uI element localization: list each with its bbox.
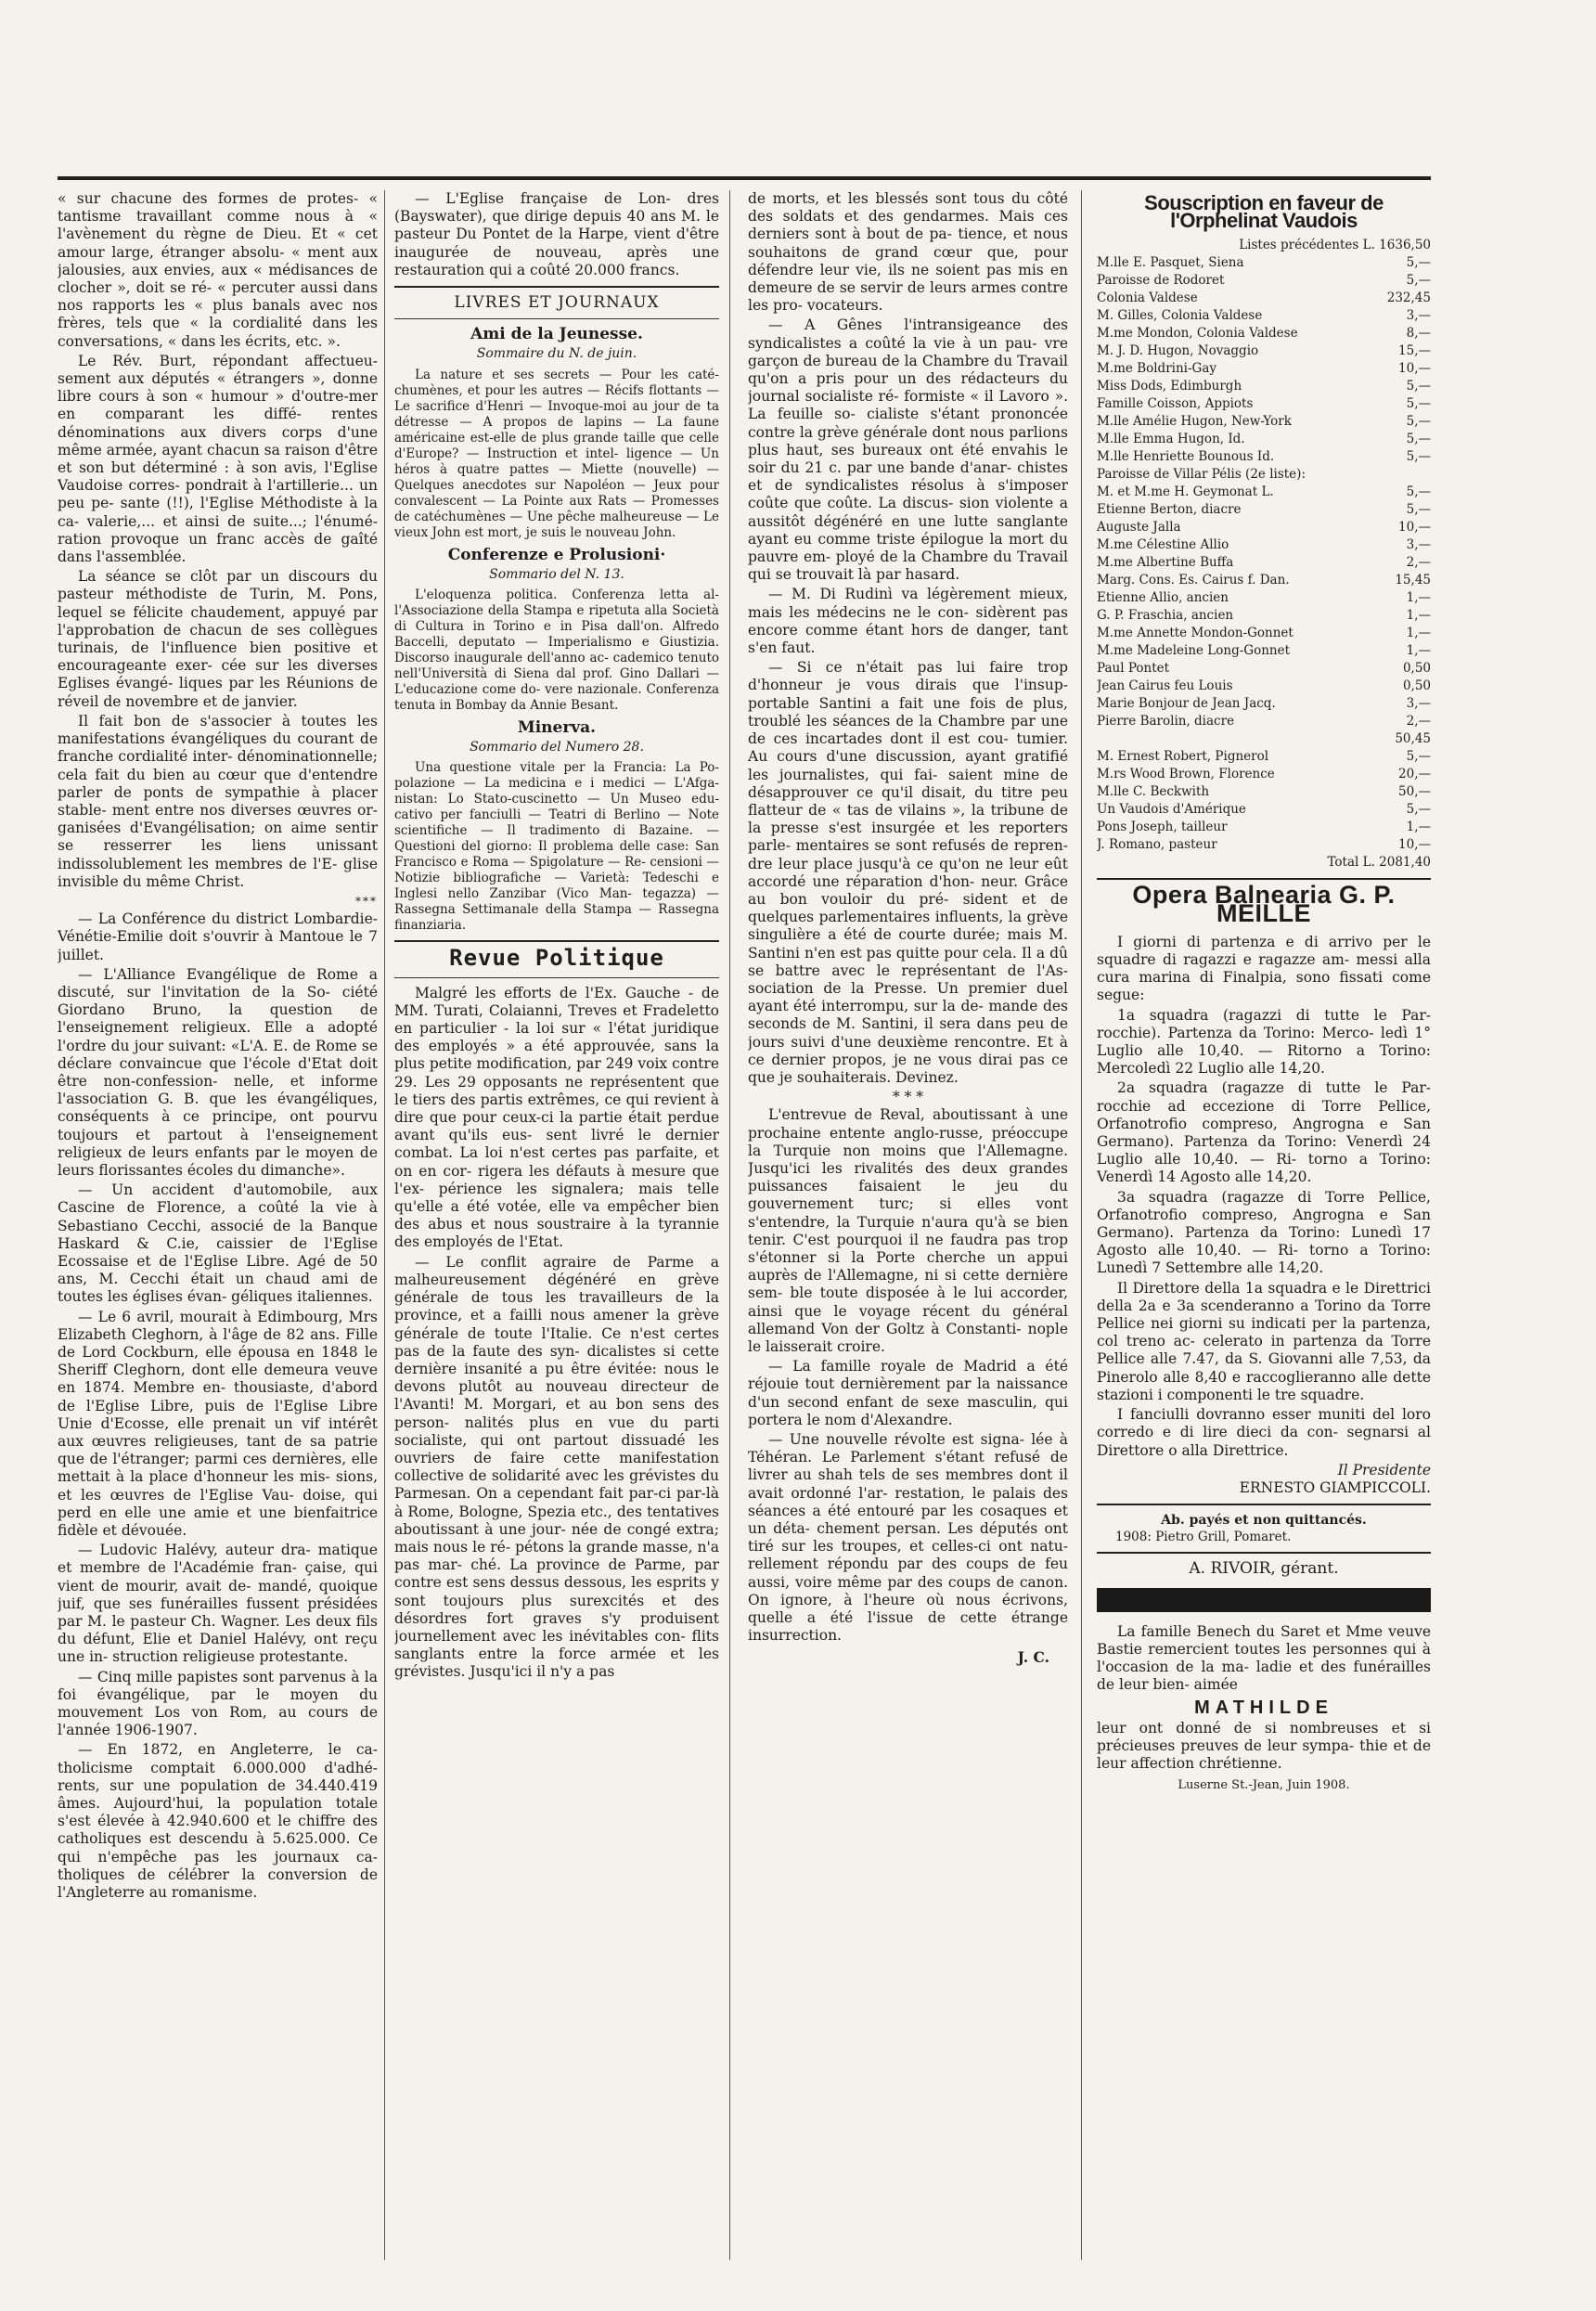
donation-amount: 1,— xyxy=(1406,626,1431,641)
total: Total L. 2081,40 xyxy=(1327,855,1431,871)
list-row xyxy=(1097,713,1431,730)
column-2 xyxy=(394,190,719,2260)
donor-name: M.lle Amélie Hugon, New-York xyxy=(1097,414,1292,430)
list-row xyxy=(1097,695,1431,713)
list-row xyxy=(1097,254,1431,272)
donor-name: Marie Bonjour de Jean Jacq. xyxy=(1097,696,1276,712)
divider xyxy=(394,940,719,942)
list-row xyxy=(1097,660,1431,678)
section-stars: *** xyxy=(355,894,378,908)
divider xyxy=(1097,1552,1431,1554)
column-divider xyxy=(384,190,385,2260)
paragraph: — Le conflit agraire de Parme a malheureusement dégénéré en grève générale de tous les travailleurs de la province, et a failli nous amener la grève générale de toute l'Italie. Ce n'est certes pas de la faute des syn- dicalistes si cette dernière insanité a pu être évitée: nous le devons plutôt au nouveau directeur de l'Avanti! M. Morgari, et au bon sens des person- nalités plus en vue du parti socialiste, qui ont partout dissuadé les ouvriers de faire cette manifestation collective de solidarité avec les grévistes du Parmesan. On a cependant fait par-ci par-là à Rome, Bologne, Spezia etc., des tentatives aboutissant à une jour- née de congé extra; mais nous le ré- pétons la grande masse, n'a pas mar- ché. La province de Parme, par contre est sens dessus dessous, les esprits y sont toujours plus surexcités et des désordres fort graves s'y produisent journellement avec les inévitables con- flits sanglants entre la force armée et les grévistes. Jusqu'ici il n'y a pas xyxy=(394,1253,719,1681)
divider xyxy=(394,977,719,978)
column-3 xyxy=(748,190,1068,2260)
paragraph: Le Rév. Burt, répondant affectueu- sement aux députés « étrangers », donne libre cours à son « humour » d'outre-mer en comparant les diffé- rentes dénominations aux divers corps d'une même armée, ayant chacun sa raison d'être et son but déterminé : à son avis, l'Eglise Vaudoise corres- pondrait à l'artillerie... un peu pe- sante (!!), l'Eglise Méthodiste à la ca- valerie,... et ainsi de suite...; l'énumé- ration provoque un franc accès de gaîté dans l'assemblée. xyxy=(58,352,378,566)
subscription-list xyxy=(1097,254,1431,466)
donation-amount: 10,— xyxy=(1398,361,1431,377)
donation-amount: 1,— xyxy=(1406,608,1431,624)
donor-name: Pons Joseph, tailleur xyxy=(1097,820,1228,835)
donation-amount: 10,— xyxy=(1398,520,1431,536)
list-row xyxy=(1097,801,1431,819)
donor-name: M.rs Wood Brown, Florence xyxy=(1097,767,1275,782)
donation-amount: 5,— xyxy=(1406,484,1431,500)
paragraph: L'entrevue de Reval, aboutissant à une prochaine entente anglo-russe, préoccupe la Turquie non moins que l'Allemagne. Jusqu'ici les rivalités des deux grandes puissances faisaient le jeu du gouvernement turc; si elles vont s'entendre, la Turquie n'aura qu'à se bien tenir. C'est pourquoi il ne faudra pas trop s'étonner si la Porte cherche un appui auprès de l'Allemagne, ni si cette dernière sem- ble toute disposée à le lui accorder, ainsi que le voyage récent du général allemand Von der Goltz à Constanti- nople le laisserait croire. xyxy=(748,1106,1068,1355)
donor-name: Pierre Barolin, diacre xyxy=(1097,714,1235,729)
review-subtitle: Sommaire du N. de juin. xyxy=(476,346,637,362)
president-name: ERNESTO GIAMPICCOLI. xyxy=(1239,1478,1431,1496)
donor-name: Paul Pontet xyxy=(1097,661,1170,677)
opera-title: Opera Balnearia G. P. MEILLE xyxy=(1132,881,1396,927)
donor-name: Colonia Valdese xyxy=(1097,290,1198,306)
ab-line: 1908: Pietro Grill, Pomaret. xyxy=(1115,1530,1292,1545)
news-item: — L'Eglise française de Lon- dres (Bayswater), que dirige depuis 40 ans M. le pasteur Du Pontet de la Harpe, vient d'être inaugurée de nouveau, après une restauration qui a coûté 20.000 francs. xyxy=(394,190,719,278)
donation-amount: 232,45 xyxy=(1386,290,1431,306)
news-item: — Cinq mille papistes sont parvenus à la foi évangélique, par le moyen du mouvement Los von Rom, au cours de l'année 1906-1907. xyxy=(58,1668,378,1739)
list-row xyxy=(1097,642,1431,660)
paragraph: Il Direttore della 1a squadra e le Direttrici della 2a e 3a scenderanno a Torino da Torre Pellice nei giorni su indicati per la partenza, col treno ac- celerato in partenza da Torre Pellice alle 7.47, da S. Giovanni alle 7,53, da Pinerolo alle 8,40 e raccoglieranno alle dette stazioni i componenti le tre squadre. xyxy=(1097,1279,1431,1403)
paragraph: Il fait bon de s'associer à toutes les manifestations évangéliques du courant de franche cordialité inter- dénominationnelle; cela fait du bien au cœur que d'entendre parler de ponts de sympathie à placer stable- ment entre nos diverses œuvres or- ganisées d'Evangélisation; on aime sentir se resserrer les liens unissant indissolublement les membres de l'E- glise invisible du même Christ. xyxy=(58,712,378,890)
list-row xyxy=(1097,378,1431,395)
villar-total-row xyxy=(1097,730,1431,748)
paragraph: 3a squadra (ragazze di Torre Pellice, Orfanotrofio compreso, Angrogna e San Germano). Partenza da Torino: Lunedì 17 Agosto alle 10,40. — Ri- torno a Torino: Lunedì 7 Settembre alle 14,20. xyxy=(1097,1188,1431,1277)
ab-title: Ab. payés et non quittancés. xyxy=(1161,1513,1367,1529)
donor-name: M.lle Emma Hugon, Id. xyxy=(1097,432,1245,447)
list-row xyxy=(1097,395,1431,413)
donor-name: Paroisse de Rodoret xyxy=(1097,273,1225,289)
donor-name: Etienne Allio, ancien xyxy=(1097,590,1229,606)
top-rule xyxy=(58,176,1431,180)
donation-amount: 3,— xyxy=(1406,696,1431,712)
donor-name: M.me Célestine Allio xyxy=(1097,537,1229,553)
paragraph: La famille Benech du Saret et Mme veuve Bastie remercient toutes les personnes qui à l'occasion de la ma- ladie et des funérailles de leur bien- aimée xyxy=(1097,1622,1431,1694)
paragraph: I fanciulli dovranno esser muniti del loro corredo e di lire dieci da con- segnarsi al Direttore o alla Direttrice. xyxy=(1097,1406,1431,1459)
list-row xyxy=(1097,272,1431,290)
list-row xyxy=(1097,783,1431,801)
gerant: A. RIVOIR, gérant. xyxy=(1189,1559,1339,1579)
donor-name: Un Vaudois d'Amérique xyxy=(1097,802,1246,818)
column-divider xyxy=(1081,190,1082,2260)
donor-name: M.lle C. Beckwith xyxy=(1097,784,1210,800)
donor-name: M.me Annette Mondon-Gonnet xyxy=(1097,626,1294,641)
list-row xyxy=(1097,413,1431,431)
divider xyxy=(1097,878,1431,880)
review-body: L'eloquenza politica. Conferenza letta al- l'Associazione della Stampa e ripetuta alla Società di Cultura in Torino e in Pisa dall'on. Alfredo Baccelli, deputato — Imperialismo e Giustizia. Discorso inaugurale dell'anno ac- cademico tenuto nell'Università di Siena dal prof. Gino Dallari — L'educazione come do- vere nazionale. Conferenza tenuta in Bombay da Annie Besant. xyxy=(394,587,719,714)
donation-amount: 5,— xyxy=(1406,379,1431,394)
donor-name: J. Romano, pasteur xyxy=(1097,837,1217,853)
villar-title: Paroisse de Villar Pélis (2e liste): xyxy=(1097,467,1306,483)
donor-name: M. Gilles, Colonia Valdese xyxy=(1097,308,1263,324)
donation-amount: 15,— xyxy=(1398,343,1431,359)
donor-name: M.me Mondon, Colonia Valdese xyxy=(1097,326,1298,342)
paragraph: La séance se clôt par un discours du pasteur méthodiste de Turin, M. Pons, lequel se félicite chaudement, appuyé par l'approbation de chacun de ses collègues turinais, de l'influence bien positive et encourageante exer- cée sur les diverses Eglises évangé- liques par les Réunions de réveil de novembre et de janvier. xyxy=(58,568,378,710)
author-signature: J. C. xyxy=(1017,1648,1049,1667)
paragraph: « sur chacune des formes de protes- « tantisme travaillant comme nous à « l'avènement du règne de Dieu. Et « cet amour large, étranger absolu- « ment aux jalousies, aux envies, aux « médisances de clocher », doit se ré- « percuter aussi dans nos rapports les « plus banals avec nos frères, tels que « la cordialité dans les conversations, « dans les écrits, etc. ». xyxy=(58,190,378,350)
list-row xyxy=(1097,554,1431,572)
paragraph: — Si ce n'était pas lui faire trop d'honneur je vous dirais que l'insup- portable Santini a fait une fois de plus, troublé les séances de la Chambre par une de ces incartades dont il est cou- tumier. Au cours d'une discussion, ayant gratifié les journalistes, qui fai- saient mine de désapprouver ce qu'il disait, du titre peu flatteur de « tas de vilains », la tribune de la presse s'est insurgée et les reporters parle- mentaires se sont refusés de repren- dre leur place jusqu'à ce qu'on ne leur eût accordé une réparation d'hon- neur. Grâce au bon vouloir du pré- sident et de quelques parlementaires influents, la grève singulière a été de courte durée; mais M. Santini n'en est pas quitte pour cela. Il a dû se battre avec le représentant de l'As- sociation de la Presse. Un premier duel ayant été interrompu, sur la de- mande des seconds de M. Santini, il sera dans peu de jours suivi d'une deuxième rencontre. Et à ce dernier propos, je ne vous dirai pas ce que je souhaiterais. Devinez. xyxy=(748,659,1068,1086)
list-row xyxy=(1097,625,1431,642)
donor-name: Auguste Jalla xyxy=(1097,520,1181,536)
paragraph: leur ont donné de si nombreuses et si précieuses preuves de leur sympa- thie et de leur affection chrétienne. xyxy=(1097,1719,1431,1772)
donation-amount: 0,50 xyxy=(1402,678,1431,694)
divider xyxy=(394,318,719,319)
column-4 xyxy=(1097,190,1431,2260)
donor-name: M. Ernest Robert, Pignerol xyxy=(1097,749,1269,765)
subscription-title: Souscription en faveur de l'Orphelinat Vaudois xyxy=(1144,191,1384,233)
previous-lists: Listes précédentes L. 1636,50 xyxy=(1239,238,1431,253)
paragraph: 2a squadra (ragazze di tutte le Par- rocchie ad eccezione di Torre Pellice, Orfanotrofio compreso, Angrogna e San Germano). Partenza da Torino: Venerdì 24 Luglio alle 10,40. — Ri- torno a Torino: Venerdì 14 Agosto alle 14,20. xyxy=(1097,1079,1431,1186)
section-title: Revue Politique xyxy=(449,945,664,972)
donation-amount: 5,— xyxy=(1406,255,1431,271)
news-item: — En 1872, en Angleterre, le ca- tholicisme comptait 6.000.000 d'adhé- rents, sur une population de 34.440.419 âmes. Aujourd'hui, la population totale s'est élevée à 42.940.600 et le chiffre des catholiques est descendu à 5.625.000. Ce qui n'empêche pas les journaux ca- tholiques de célébrer la conversion de l'Angleterre au romanisme. xyxy=(58,1741,378,1902)
review-body: La nature et ses secrets — Pour les caté- chumènes, et pour les autres — Récifs flottants — Le sacrifice d'Henri — Invoque-moi au jour de ta détresse — A propos de lapins — La faune américaine est-elle de plus grande taille que celle d'Europe? — Instruction et intel- ligence — Un héros à quatre pattes — Miette (nouvelle) — Quelques anecdotes sur Napoléon — Jeux pour convalescent — La Pointe aux Rats — Promesses de catéchumènes — Une pêche malheureuse — Le vieux John est mort, je suis le nouveau John. xyxy=(394,367,719,540)
donation-amount: 3,— xyxy=(1406,537,1431,553)
donor-name: Marg. Cons. Es. Cairus f. Dan. xyxy=(1097,573,1290,588)
donation-amount: 5,— xyxy=(1406,449,1431,465)
list-row xyxy=(1097,572,1431,589)
donation-amount: 5,— xyxy=(1406,396,1431,412)
donation-amount: 1,— xyxy=(1406,590,1431,606)
list-row xyxy=(1097,836,1431,854)
review-body: Una questione vitale per la Francia: La Po- polazione — La medicina e i medici — L'Afga- nistan: Lo Stato-cuscinetto — Un Museo edu- cativo per fanciulli — Teatri di Berlino — Note scientifiche — Il tradimento di Bazaine. — Questioni del giorno: Il problema delle case: San Francisco e Roma — Spigolature — Re- censioni — Notizie bibliografiche — Varietà: Tedeschi e Inglesi nello Zanzibar (Vico Man- tegazza) — Rassegna Settimanale della Stampa — Rassegna finanziaria. xyxy=(394,760,719,934)
donation-amount: 5,— xyxy=(1406,802,1431,818)
review-title: Conferenze e Prolusioni· xyxy=(447,545,666,564)
villar-list xyxy=(1097,484,1431,730)
donation-amount: 10,— xyxy=(1398,837,1431,853)
donor-name: M.me Albertine Buffa xyxy=(1097,555,1234,571)
donation-amount: 2,— xyxy=(1406,714,1431,729)
news-item: — Un accident d'automobile, aux Cascine de Florence, a coûté la vie à Sebastiano Cecchi, associé de la Banque Haskard & C.ie, caissier de l'Eglise Ecossaise et de l'Eglise Libre. Agé de 50 ans, M. Cecchi était un chaud ami de toutes les églises évan- géliques italiennes. xyxy=(58,1181,378,1306)
president-label: Il Presidente xyxy=(1337,1461,1431,1478)
donation-amount: 5,— xyxy=(1406,414,1431,430)
donation-amount: 0,50 xyxy=(1402,661,1431,677)
section-title: LIVRES ET JOURNAUX xyxy=(454,293,660,313)
news-item: — La Conférence du district Lombardie-Vénétie-Emilie doit s'ouvrir à Mantoue le 7 juillet. xyxy=(58,910,378,963)
list-row xyxy=(1097,484,1431,501)
list-row xyxy=(1097,501,1431,519)
list-row xyxy=(1097,607,1431,625)
donation-amount: 5,— xyxy=(1406,749,1431,765)
list-row xyxy=(1097,290,1431,307)
list-row xyxy=(1097,748,1431,766)
paragraph: Malgré les efforts de l'Ex. Gauche - de MM. Turati, Colaianni, Treves et Fradeletto en particulier - la loi sur « l'état juridique des employés » a été approuvée, sans la plus petite modification, par 249 voix contre 29. Les 29 opposants ne représentent que le tiers des partis extrêmes, ce qui revient à dire que pour ceux-ci la partie était perdue avant qu'ils eus- sent livré le dernier combat. La loi n'est certes pas parfaite, et on en cor- rigera les défauts à mesure que l'ex- périence les signalera; mais telle qu'elle a été votée, elle va empêcher bien des abus et nous soustraire à la tyrannie des employés de l'Etat. xyxy=(394,984,719,1251)
column-divider xyxy=(729,190,730,2260)
donor-name: Famille Coisson, Appiots xyxy=(1097,396,1254,412)
donation-amount: 5,— xyxy=(1406,502,1431,518)
dateline: Luserne St.-Jean, Juin 1908. xyxy=(1178,1778,1350,1793)
donation-amount: 15,45 xyxy=(1395,573,1431,588)
donation-amount: 2,— xyxy=(1406,555,1431,571)
list-row xyxy=(1097,431,1431,448)
review-title: Minerva. xyxy=(517,718,597,738)
paragraph: 1a squadra (ragazzi di tutte le Par- rocchie). Partenza da Torino: Merco- ledì 1° Luglio alle 10,40. — Ritorno a Torino: Mercoledì 22 Luglio alle 14,20. xyxy=(1097,1006,1431,1078)
list-row xyxy=(1097,536,1431,554)
donor-name: M.lle E. Pasquet, Siena xyxy=(1097,255,1244,271)
review-title: Ami de la Jeunesse. xyxy=(470,325,643,344)
list-row xyxy=(1097,589,1431,607)
column-1 xyxy=(58,190,378,2260)
paragraph: — M. Di Rudinì va légèrement mieux, mais les médecins ne le con- sidèrent pas encore comme étant hors de danger, tant s'en faut. xyxy=(748,586,1068,657)
donation-amount: 50,— xyxy=(1398,784,1431,800)
paragraph: — La famille royale de Madrid a été réjouie tout dernièrement par la naissance d'un second enfant de sexe masculin, qui portera le nom d'Alexandre. xyxy=(748,1358,1068,1428)
divider xyxy=(1097,1504,1431,1505)
list-row xyxy=(1097,519,1431,536)
donation-amount: 3,— xyxy=(1406,308,1431,324)
donor-name: M.me Madeleine Long-Gonnet xyxy=(1097,643,1291,659)
donation-amount: 1,— xyxy=(1406,820,1431,835)
news-item: — L'Alliance Evangélique de Rome a discuté, sur l'invitation de la So- ciété Giordano Bruno, la question de l'enseignement religieux. Elle a adopté l'ordre du jour suivant: «L'A. E. de Rome se déclare convaincue que l'école d'Etat doit être non-confession- nelle, et informe l'association G. B. que les évangéliques, conséquents à ce principe, ont pourvu toujours et partout à l'enseignement religieux de leurs enfants par le moyen de leurs florissantes écoles du dimanche». xyxy=(58,965,378,1179)
list-row xyxy=(1097,325,1431,342)
donation-amount: 8,— xyxy=(1406,326,1431,342)
donation-amount: 20,— xyxy=(1398,767,1431,782)
paragraph: de morts, et les blessés sont tous du côté des soldats et des gendarmes. Mais ces derniers sont à bout de pa- tience, et nous souhaitons de grand cœur que, pour défendre leur vie, ils ne soient pas mis en demeure de se servir de leurs armes contre les pro- vocateurs. xyxy=(748,190,1068,315)
villar-total: 50,45 xyxy=(1395,731,1431,747)
news-item: — Le 6 avril, mourait à Edimbourg, Mrs Elizabeth Cleghorn, à l'âge de 82 ans. Fille de Lord Cockburn, elle épousa en 1848 le Sheriff Cleghorn, dont elle demeura veuve en 1874. Membre en- thousiaste, d'abord de l'Eglise Libre, puis de l'Eglise Libre Unie d'Ecosse, elle prenait un vif intérêt aux œuvres religieuses, tant de sa patrie que de l'étranger; parmi ces dernières, elle mettait à la place d'honneur les mis- sions, et les œuvres de l'Eglise Vau- doise, qui perd en elle une amie et une bienfaitrice fidèle et dévouée. xyxy=(58,1308,378,1540)
paragraph: — A Gênes l'intransigeance des syndicalistes a coûté la vie à un pau- vre garçon de bureau de la Chambre du Travail qu'on a pris pour un des rédacteurs du journal socialiste ré- formiste « il Lavoro ». La feuille so- cialiste s'étant prononcée contre la grève générale dont nous parlions plus haut, ses bureaux ont été envahis le soir du 21 c. par une bande d'anar- chistes et de syndicalistes résolus à s'imposer coûte que coûte. La discus- sion violente a aussitôt dégénéré en une lutte sanglante ayant eu comme triste épilogue la mort du pauvre em- ployé de la Chambre du Travail qui se trouvait là par hasard. xyxy=(748,316,1068,584)
news-item: — Ludovic Halévy, auteur dra- matique et membre de l'Académie fran- çaise, qui vient de mourir, avait de- mandé, quoique juif, que ses funérailles fussent présidées par M. le pasteur Ch. Wagner. Les deux fils du défunt, Elie et Daniel Halévy, ont reçu une in- struction religieuse protestante. xyxy=(58,1542,378,1666)
donation-amount: 1,— xyxy=(1406,643,1431,659)
black-bar xyxy=(1097,1588,1431,1612)
deceased-name: MATHILDE xyxy=(1194,1698,1333,1719)
donor-name: M. et M.me H. Geymonat L. xyxy=(1097,484,1274,500)
list-row xyxy=(1097,360,1431,378)
review-subtitle: Sommario del Numero 28. xyxy=(470,740,644,755)
donor-name: Jean Cairus feu Louis xyxy=(1097,678,1233,694)
paragraph: — Une nouvelle révolte est signa- lée à Téhéran. Le Parlement s'étant refusé de livrer au shah tels de ses membres dont il avait ordonné l'ar- restation, le palais des séances a été entouré par les cosaques et un déta- chement persan. Les députés ont tiré sur les troupes, et celles-ci ont natu- rellement répondu par des coups de feu aussi, voire même par des coups de canon. On ignore, à l'heure où nous écrivons, quelle a été l'issue de cette étrange insurrection. xyxy=(748,1431,1068,1645)
list-row xyxy=(1097,766,1431,783)
donor-name: M. J. D. Hugon, Novaggio xyxy=(1097,343,1259,359)
donation-amount: 5,— xyxy=(1406,273,1431,289)
list-row xyxy=(1097,448,1431,466)
donor-name: M.lle Henriette Bounous Id. xyxy=(1097,449,1275,465)
donation-amount: 5,— xyxy=(1406,432,1431,447)
list-row xyxy=(1097,342,1431,360)
donor-name: M.me Boldrini-Gay xyxy=(1097,361,1217,377)
section-stars: * * * xyxy=(892,1089,924,1106)
divider xyxy=(394,286,719,288)
subscription-list-2 xyxy=(1097,748,1431,854)
review-subtitle: Sommario del N. 13. xyxy=(489,566,624,582)
list-row xyxy=(1097,678,1431,695)
paragraph: I giorni di partenza e di arrivo per le squadre di ragazzi e ragazze am- messi alla cura marina di Finalpia, sono fissati come segue: xyxy=(1097,933,1431,1004)
donor-name: Miss Dods, Edimburgh xyxy=(1097,379,1242,394)
list-row xyxy=(1097,307,1431,325)
donor-name: Etienne Berton, diacre xyxy=(1097,502,1242,518)
donor-name: G. P. Fraschia, ancien xyxy=(1097,608,1234,624)
list-row xyxy=(1097,819,1431,836)
